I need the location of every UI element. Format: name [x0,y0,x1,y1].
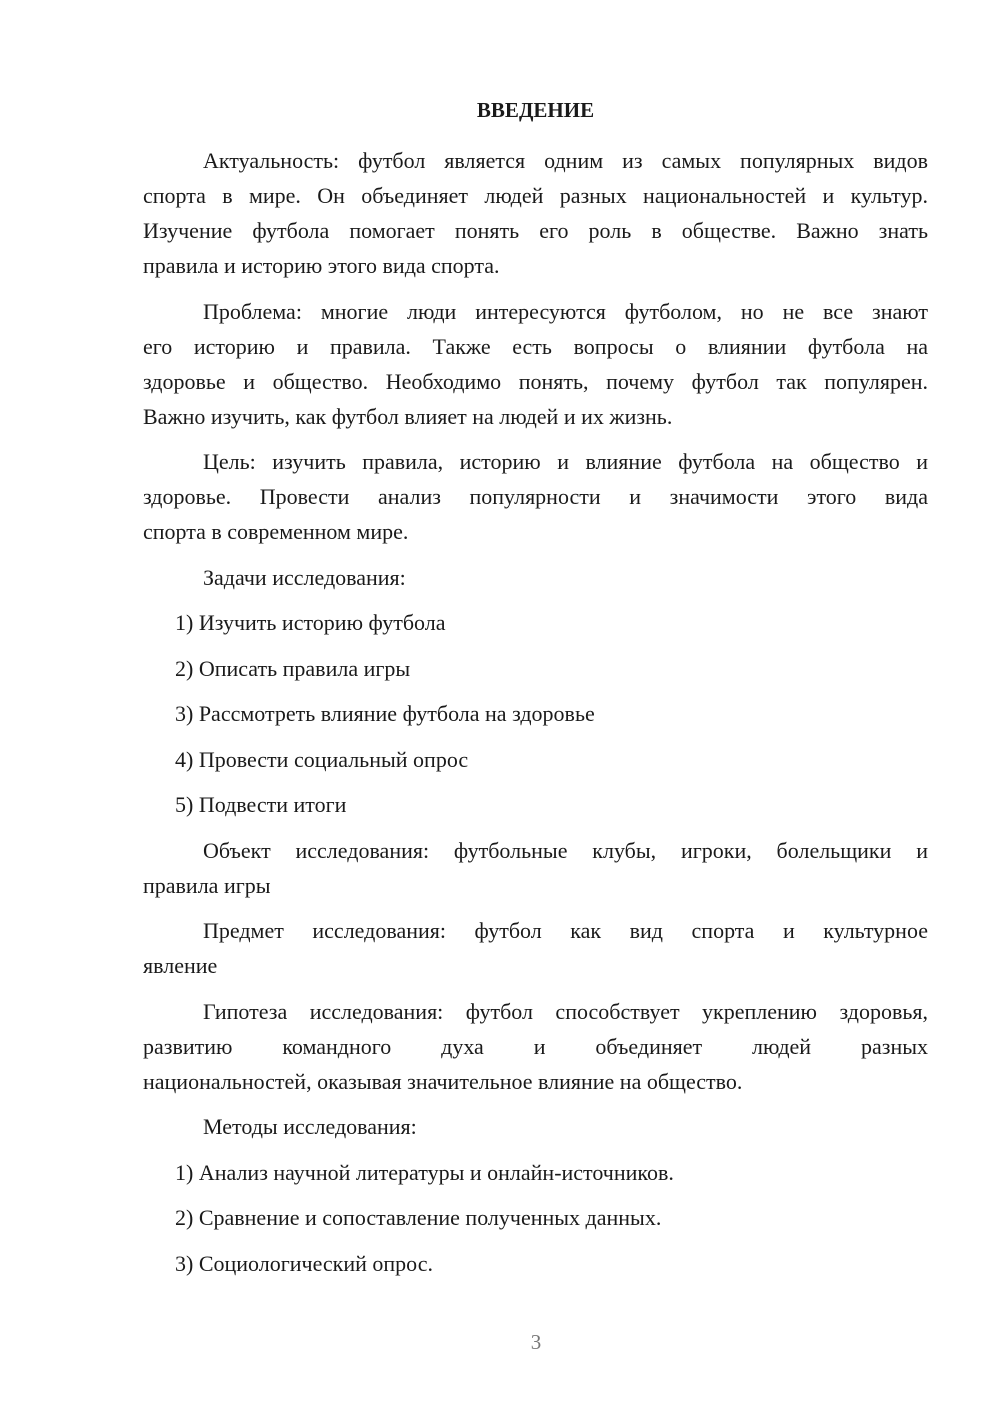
text-line: 3) Рассмотреть влияние футбола на здоровье [175,701,595,726]
list-item [143,787,928,822]
section-title: ВВЕДЕНИЕ [476,98,595,122]
list-item [143,651,928,686]
list-item [143,742,928,777]
list-item [143,605,928,640]
text-line: правила игры [143,872,271,898]
list-item [143,696,928,731]
text-line: здоровье. Провести анализ популярности и значимости этого вида [143,484,928,509]
text-line: правила и историю этого вида спорта. [143,253,500,278]
text-line: здоровье и общество. Необходимо понять, почему футбол так популярен. [143,368,928,394]
list-item [143,1155,928,1190]
text-line: 1) Анализ научной литературы и онлайн-источников. [175,1159,674,1185]
list-item [143,1246,928,1281]
text-line: 2) Описать правила игры [175,655,411,681]
text-line: Гипотеза исследования: футбол способствует укреплению здоровья, [203,998,928,1024]
text-line: Задачи исследования: [203,564,406,590]
text-line: 5) Подвести итоги [175,792,347,817]
text-line: национальностей, оказывая значительное влияние на общество. [143,1068,743,1094]
text-line: Важно изучить, как футбол влияет на людей и их жизнь. [143,403,673,429]
text-line: Объект исследования: футбольные клубы, игроки, болельщики и [203,837,928,863]
text-line: Проблема: многие люди интересуются футболом, но не все знают [203,298,928,324]
paragraph [143,1109,928,1144]
text-line: Цель: изучить правила, историю и влияние футбола на общество и [203,449,928,474]
text-line: 4) Провести социальный опрос [175,746,469,772]
paragraph [143,994,928,1099]
page-number: 3 [530,1330,542,1354]
text-line: спорта в современном мире. [143,519,409,544]
text-line: Предмет исследования: футбол как вид спорта и культурное [203,918,928,943]
text-line: его историю и правила. Также есть вопросы о влиянии футбола на [143,333,928,359]
text-line: Изучение футбола помогает понять его роль в обществе. Важно знать [143,218,928,243]
paragraph [143,560,928,595]
paragraph [143,143,928,283]
list-item [143,1200,928,1235]
paragraph [143,444,928,549]
text-line: развитию командного духа и объединяет людей разных [143,1033,928,1059]
text-line: 2) Сравнение и сопоставление полученных данных. [175,1205,662,1230]
paragraph [143,294,928,434]
text-line: явление [143,953,218,978]
paragraph [143,833,928,903]
text-line: спорта в мире. Он объединяет людей разных национальностей и культур. [143,183,928,208]
text-line: 3) Социологический опрос. [175,1250,433,1276]
paragraphs [143,143,928,1281]
document-body [143,93,928,1281]
text-line: Актуальность: футбол является одним из самых популярных видов [203,148,928,173]
text-line: Методы исследования: [203,1114,417,1139]
text-line: 1) Изучить историю футбола [175,610,446,635]
paragraph [143,913,928,983]
